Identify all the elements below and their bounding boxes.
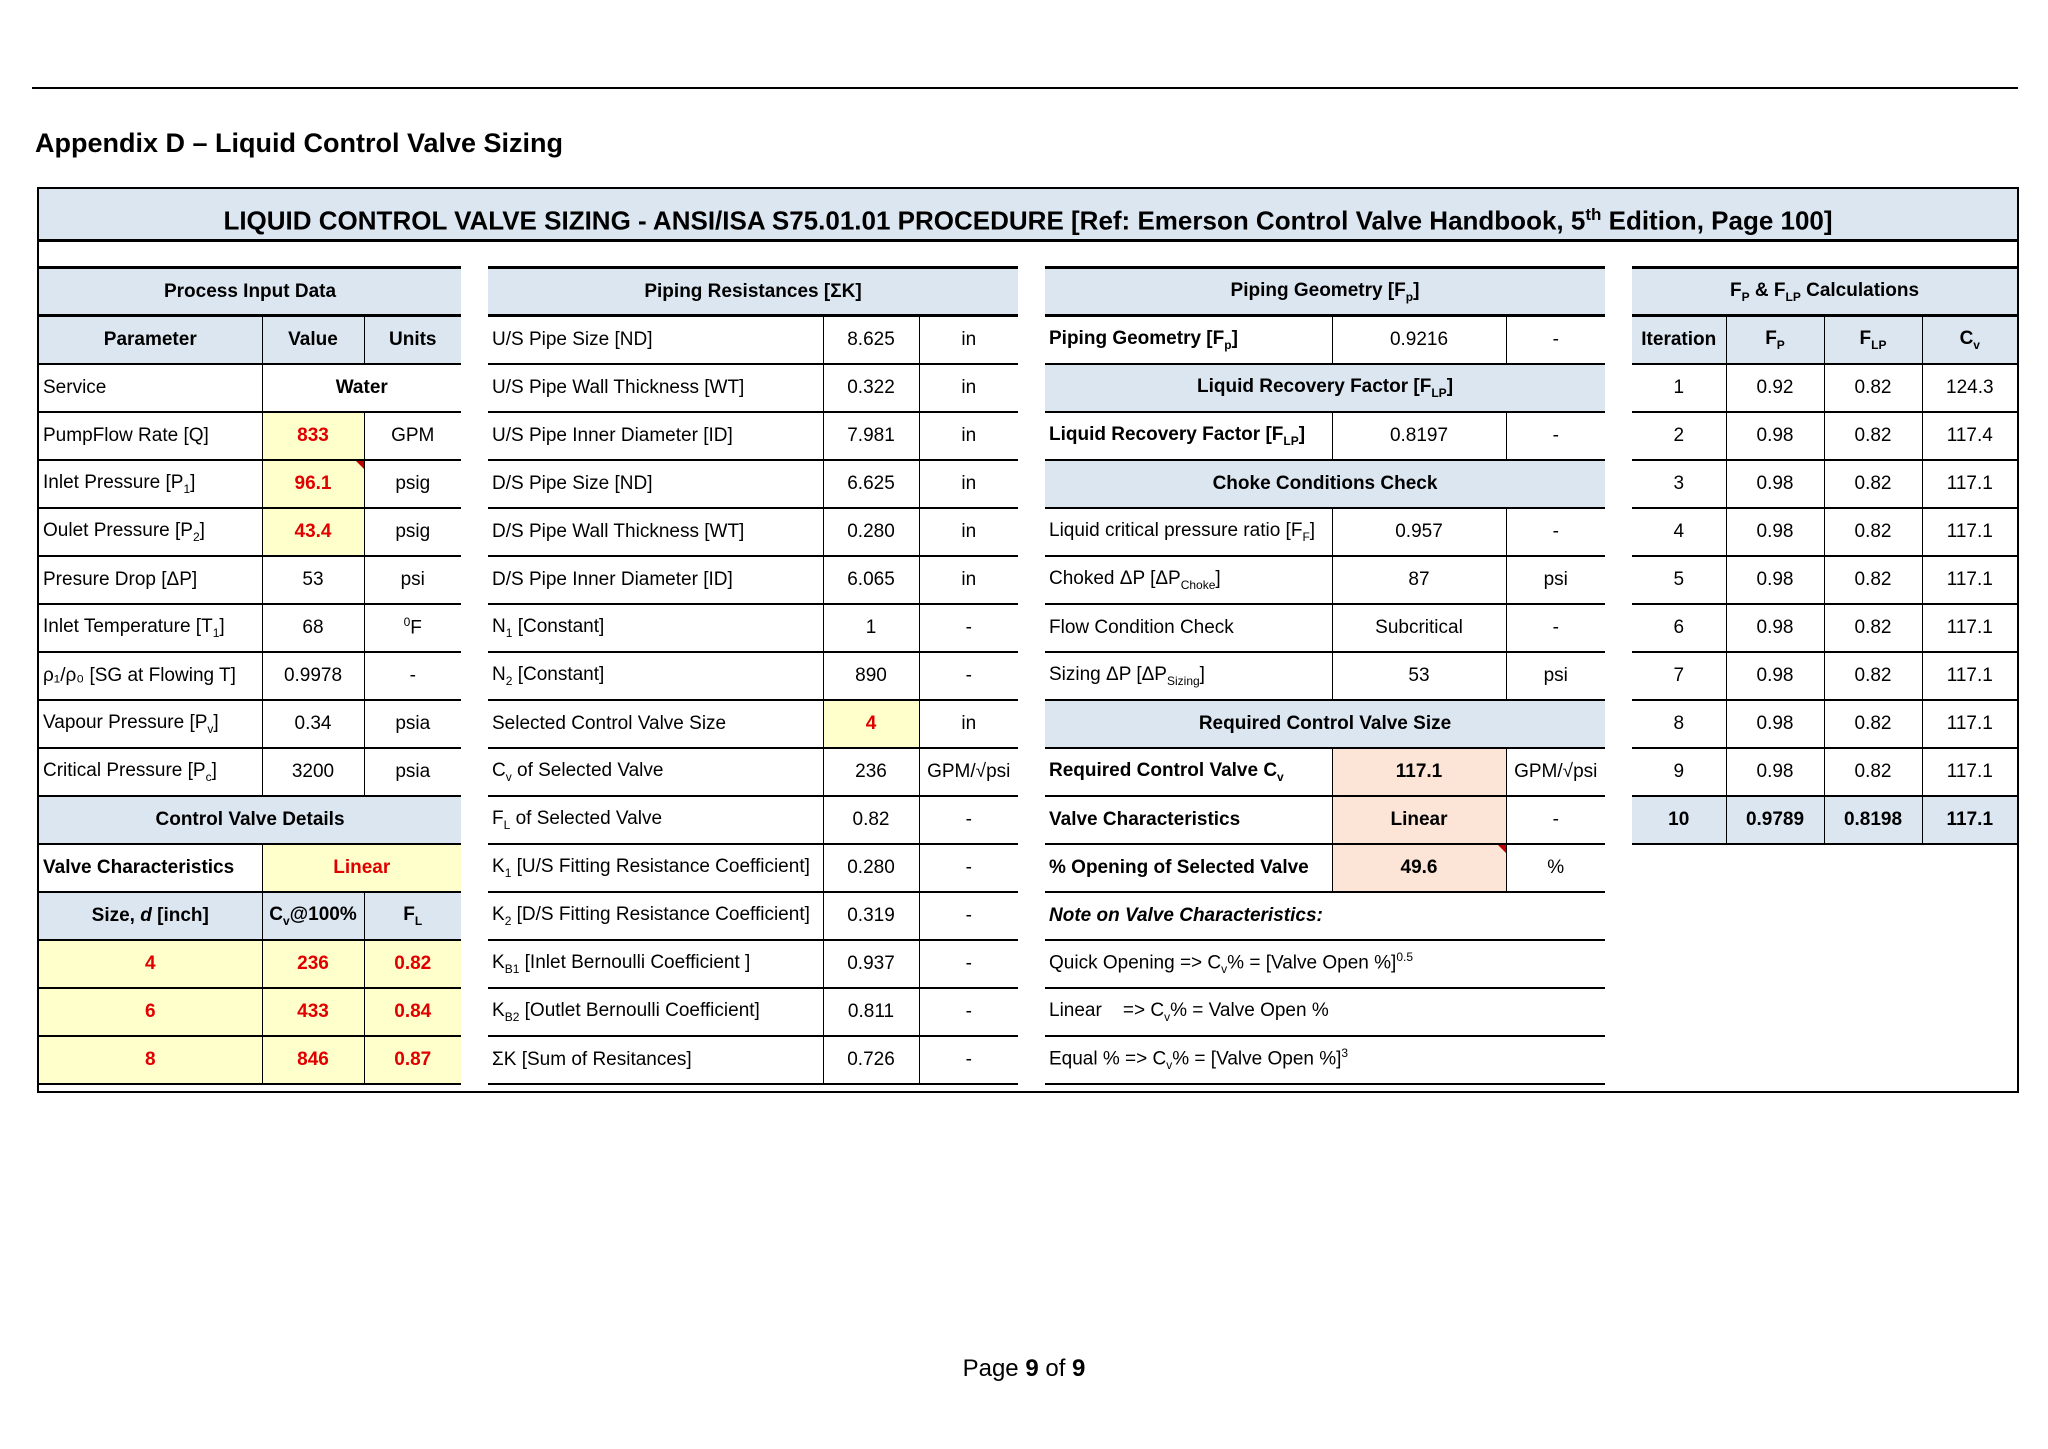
flp-value: 0.8197	[1332, 412, 1506, 460]
process-row: ρ₁/ρ₀ [SG at Flowing T] 0.9978 -	[39, 652, 461, 700]
piping-row: $N_1$ [Constant] 1 -	[488, 604, 1018, 652]
iteration-row: 7 0.98 0.82 117.1	[1632, 652, 2017, 700]
note-equal-percent: Equal % => $C_v\%$ = [Valve Open %]$^3$	[1045, 1036, 1605, 1084]
iteration-row: 4 0.98 0.82 117.1	[1632, 508, 2017, 556]
piping-row: D/S Pipe Wall Thickness [WT] 0.280 in	[488, 508, 1018, 556]
service-value: Water	[262, 364, 461, 412]
flow-rate-input[interactable]: 833	[262, 412, 364, 460]
size-row: 6 433 0.84	[39, 988, 461, 1036]
col-flp: $F_{LP}$	[1824, 316, 1922, 364]
size-row: 4 236 0.82	[39, 940, 461, 988]
piping-row: $F_L$ of Selected Valve 0.82 -	[488, 796, 1018, 844]
iteration-row: 9 0.98 0.82 117.1	[1632, 748, 2017, 796]
iteration-title: $F_P$ & $F_{LP}$ Calculations	[1632, 268, 2017, 316]
page-footer: Page 9 of 9	[962, 1355, 1086, 1382]
col-cv: $C_v$	[1922, 316, 2017, 364]
piping-resistances-table	[488, 266, 1018, 1085]
inlet-pressure-input[interactable]: 96.1	[262, 460, 364, 508]
sheet-banner: LIQUID CONTROL VALVE SIZING - ANSI/ISA S75.01.01 PROCEDURE [Ref: Emerson Control Valve Handbook, 5th Edition, Page 100]	[39, 189, 2017, 242]
iteration-row: 6 0.98 0.82 117.1	[1632, 604, 2017, 652]
appendix-heading: Appendix D – Liquid Control Valve Sizing	[35, 128, 564, 158]
piping-geometry-title: Piping Geometry $[F_p]$	[1045, 268, 1605, 316]
piping-resistances-title: Piping Resistances [ΣK]	[488, 268, 1018, 316]
valve-char-label: Valve Characteristics	[39, 844, 262, 892]
col-cv100: $C_v@100\%$	[262, 892, 364, 940]
flow-condition-value: Subcritical	[1332, 604, 1506, 652]
piping-row: Selected Control Valve Size 4 in	[488, 700, 1018, 748]
col-size: Size, d [inch]	[39, 892, 262, 940]
note-linear: Linear => $C_v\%$ = Valve Open %	[1045, 988, 1605, 1036]
process-input-title: Process Input Data	[39, 268, 461, 316]
piping-row: $K_2$ [D/S Fitting Resistance Coefficient] 0.319 -	[488, 892, 1018, 940]
process-row: Vapour Pressure $[P_v]$ 0.34 psia	[39, 700, 461, 748]
piping-row: $K_1$ [U/S Fitting Resistance Coefficient] 0.280 -	[488, 844, 1018, 892]
piping-row: $K_{B1}$ [Inlet Bernoulli Coefficient ] 0.937 -	[488, 940, 1018, 988]
valve-char-result: Linear	[1332, 796, 1506, 844]
iteration-row: 1 0.92 0.82 124.3	[1632, 364, 2017, 412]
outlet-pressure-input[interactable]: 43.4	[262, 508, 364, 556]
piping-row: ΣK [Sum of Resitances] 0.726 -	[488, 1036, 1018, 1084]
size-row: 8 846 0.87	[39, 1036, 461, 1084]
choke-conditions-title: Choke Conditions Check	[1045, 460, 1605, 508]
piping-row: $C_v$ of Selected Valve 236 GPM/√psi	[488, 748, 1018, 796]
process-input-table	[39, 266, 461, 1085]
iteration-row: 2 0.98 0.82 117.4	[1632, 412, 2017, 460]
col-value: Value	[262, 316, 364, 364]
required-valve-size-title: Required Control Valve Size	[1045, 700, 1605, 748]
fp-value: 0.9216	[1332, 316, 1506, 364]
piping-geometry-table: Piping Geometry $[F_p]$ Piping Geometry $[F_p]$ 0.9216 - Liquid Recovery Factor $[F_{LP}]$ Liquid Recovery Factor $[F_{LP}]$ 0.8197 - Choke Conditions Check Liquid critical pressure ratio $[F_F]$ 0.957 - Choked ΔP $[\Delta P_{Choke}]$ 87 psi Flow Condition Check Subcritical - Sizing ΔP $[\Delta P_{Sizing}]$ 53 psi Required Control Valve Size Required Control Valve $C_v$ 117.1 GPM/√psi Valve Characteristics Linear - % Opening of Selected Valve 49.6 % Note on Valve Characteristics: Quick Opening => $C_v\%$ = [Valve Open %]$^{0.5}$ Linear => $C_v\%$ = Valve Open % Equal % => $C_v\%$ = [Valve Open %]$^3$	[1045, 266, 1605, 1085]
iteration-row: 8 0.98 0.82 117.1	[1632, 700, 2017, 748]
note-title: Note on Valve Characteristics:	[1045, 892, 1605, 940]
service-label: Service	[39, 364, 262, 412]
iteration-final-row: 10 0.9789 0.8198 117.1	[1632, 796, 2017, 844]
col-parameter: Parameter	[39, 316, 262, 364]
valve-char-input[interactable]: Linear	[262, 844, 461, 892]
iteration-table	[1632, 266, 2017, 845]
piping-row: U/S Pipe Wall Thickness [WT] 0.322 in	[488, 364, 1018, 412]
process-row: PumpFlow Rate [Q] 833 GPM	[39, 412, 461, 460]
process-row: Oulet Pressure $[P_2]$ 43.4 psig	[39, 508, 461, 556]
piping-row: D/S Pipe Size [ND] 6.625 in	[488, 460, 1018, 508]
piping-row: U/S Pipe Inner Diameter [ID] 7.981 in	[488, 412, 1018, 460]
piping-row: D/S Pipe Inner Diameter [ID] 6.065 in	[488, 556, 1018, 604]
note-quick-opening: Quick Opening => $C_v\%$ = [Valve Open %]$^{0.5}$	[1045, 940, 1605, 988]
piping-row: $K_{B2}$ [Outlet Bernoulli Coefficient] 0.811 -	[488, 988, 1018, 1036]
col-iteration: Iteration	[1632, 316, 1726, 364]
col-units: Units	[364, 316, 461, 364]
col-fl: $F_L$	[364, 892, 461, 940]
process-row: Presure Drop [ΔP] 53 psi	[39, 556, 461, 604]
piping-row: U/S Pipe Size [ND] 8.625 in	[488, 316, 1018, 364]
process-row: Critical Pressure $[P_c]$ 3200 psia	[39, 748, 461, 796]
piping-row: $N_2$ [Constant] 890 -	[488, 652, 1018, 700]
liquid-recovery-title: Liquid Recovery Factor $[F_{LP}]$	[1045, 364, 1605, 412]
iteration-row: 5 0.98 0.82 117.1	[1632, 556, 2017, 604]
control-valve-details-title: Control Valve Details	[39, 796, 461, 844]
process-row: Inlet Temperature $[T_1]$ 68 $^0$F	[39, 604, 461, 652]
process-row: Inlet Pressure $[P_1]$ 96.1 psig	[39, 460, 461, 508]
selected-valve-size-input[interactable]: 4	[823, 700, 919, 748]
opening-percent-value: 49.6	[1332, 844, 1506, 892]
required-cv-value: 117.1	[1332, 748, 1506, 796]
iteration-row: 3 0.98 0.82 117.1	[1632, 460, 2017, 508]
top-rule	[32, 87, 2018, 89]
col-fp: $F_P$	[1726, 316, 1824, 364]
